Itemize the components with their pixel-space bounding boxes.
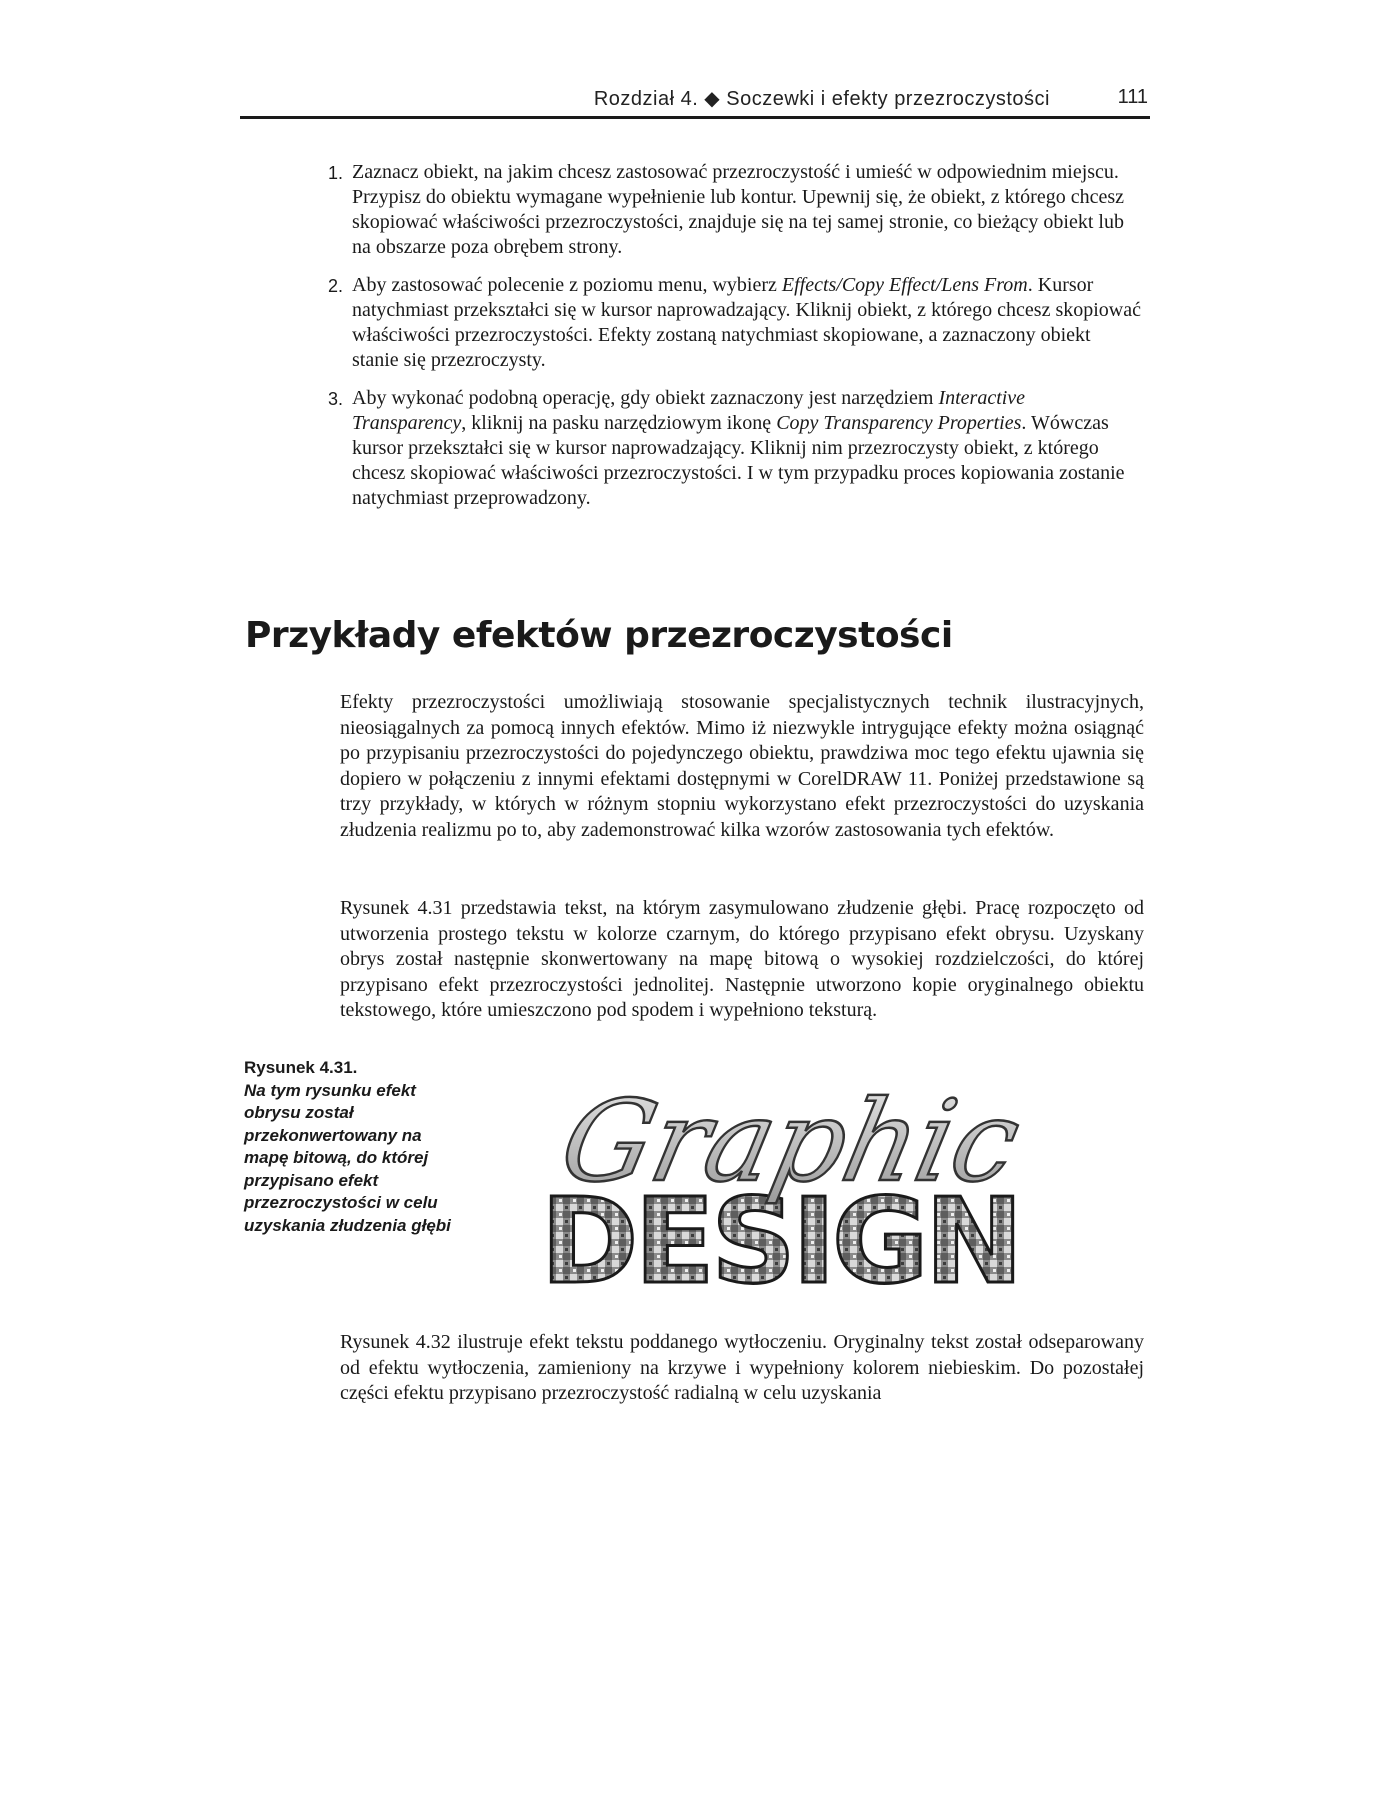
step-text-part: Aby wykonać podobną operację, gdy obiekt zaznaczony jest narzędziem [352, 387, 939, 409]
figure-caption-text: Na tym rysunku efekt obrysu został przekonwertowany na mapę bitową, do której przypisano efekt przezroczystości w celu uzyskania złudzenia głębi [244, 1080, 451, 1235]
list-item [328, 386, 1142, 511]
list-item [328, 160, 1142, 260]
figure-image [500, 1050, 1060, 1300]
figure-label: Rysunek 4.31. [244, 1058, 358, 1077]
step-text-part: Aby zastosować polecenie z poziomu menu, wybierz [352, 274, 782, 296]
body-paragraph: Rysunek 4.31 przedstawia tekst, na którym zasymulowano złudzenie głębi. Pracę rozpoczęto od utworzenia prostego tekstu w kolorze czarnym, do którego przypisano efekt obrysu. Uzyskany obrys został następnie skonwertowany na mapę bitową o wysokiej rozdzielczości, do której przypisano efekt przezroczystości jednolitej. Następnie utworzono kopie oryginalnego obiektu tekstowego, które umieszczono pod spodem i wypełniono teksturą. [340, 897, 1144, 1021]
step-number: 1. [328, 163, 344, 183]
step-text: Zaznacz obiekt, na jakim chcesz zastosować przezroczystość i umieść w odpowiednim miejscu. Przypisz do obiektu wymagane wypełnienie lub kontur. Upewnij się, że obiekt, z którego chcesz skopiować właściwości przezroczystości, znajduje się na tej samej stronie, co bieżący obiekt lub na obszarze poza obrębem strony. [352, 161, 1125, 258]
section-title: Przykłady efektów przezroczystości [245, 615, 953, 656]
graphic-design-illustration [500, 1050, 1060, 1300]
step-text [352, 387, 1125, 509]
step-text-part: , kliknij na pasku narzędziowym ikonę [461, 412, 777, 434]
running-head [240, 80, 1150, 119]
step-text-part: . Wówczas kursor przekształci się w kursor naprowadzający. Kliknij nim przezroczysty obiekt, z którego chcesz skopiować właściwości przezroczystości. I w tym przypadku proces kopiowania zostanie natychmiast przeprowadzony. [352, 412, 1125, 509]
step-text-part: . Kursor natychmiast przekształci się w kursor naprowadzający. Kliknij obiekt, z którego chcesz skopiować właściwości przezroczystości. Efekty zostaną natychmiast skopiowane, a zaznaczony obiekt stanie się przezroczysty. [352, 274, 1141, 371]
design-word: DESIGN [540, 1172, 1020, 1300]
page-number: 111 [1117, 86, 1148, 108]
tool-name: Interactive Transparency [352, 387, 1026, 434]
toolbar-icon-name: Copy Transparency Properties [776, 412, 1022, 434]
list-item [328, 273, 1142, 373]
steps-list [328, 160, 1142, 524]
menu-path: Effects/Copy Effect/Lens From [781, 274, 1028, 296]
step-number: 3. [328, 389, 344, 409]
figure-caption [244, 1057, 454, 1237]
step-number: 2. [328, 276, 344, 296]
body-paragraph: Rysunek 4.32 ilustruje efekt tekstu poddanego wytłoczeniu. Oryginalny tekst został odseparowany od efektu wytłoczenia, zamieniony na krzywe i wypełniony kolorem niebieskim. Do pozostałej części efektu przypisano przezroczystość radialną w celu uzyskania [340, 1331, 1144, 1404]
step-text [352, 274, 1141, 371]
graphic-word: Graphic [550, 1076, 1031, 1207]
chapter-title: Rozdział 4. ◆ Soczewki i efekty przezroczystości [593, 88, 1050, 110]
body-paragraph: Efekty przezroczystości umożliwiają stosowanie specjalistycznych technik ilustracyjnych, nieosiągalnych za pomocą innych efektów. Mimo iż niezwykle intrygujące efekty można osiągnąć po przypisaniu przezroczystości do pojedynczego obiektu, prawdziwa moc tego efektu ujawnia się dopiero w połączeniu z innymi efektami dostępnymi w CorelDRAW 11. Poniżej przedstawione są trzy przykłady, w których w różnym stopniu wykorzystano efekt przezroczystości do uzyskania złudzenia realizmu po to, aby zademonstrować kilka wzorów zastosowania tych efektów. [340, 691, 1144, 841]
